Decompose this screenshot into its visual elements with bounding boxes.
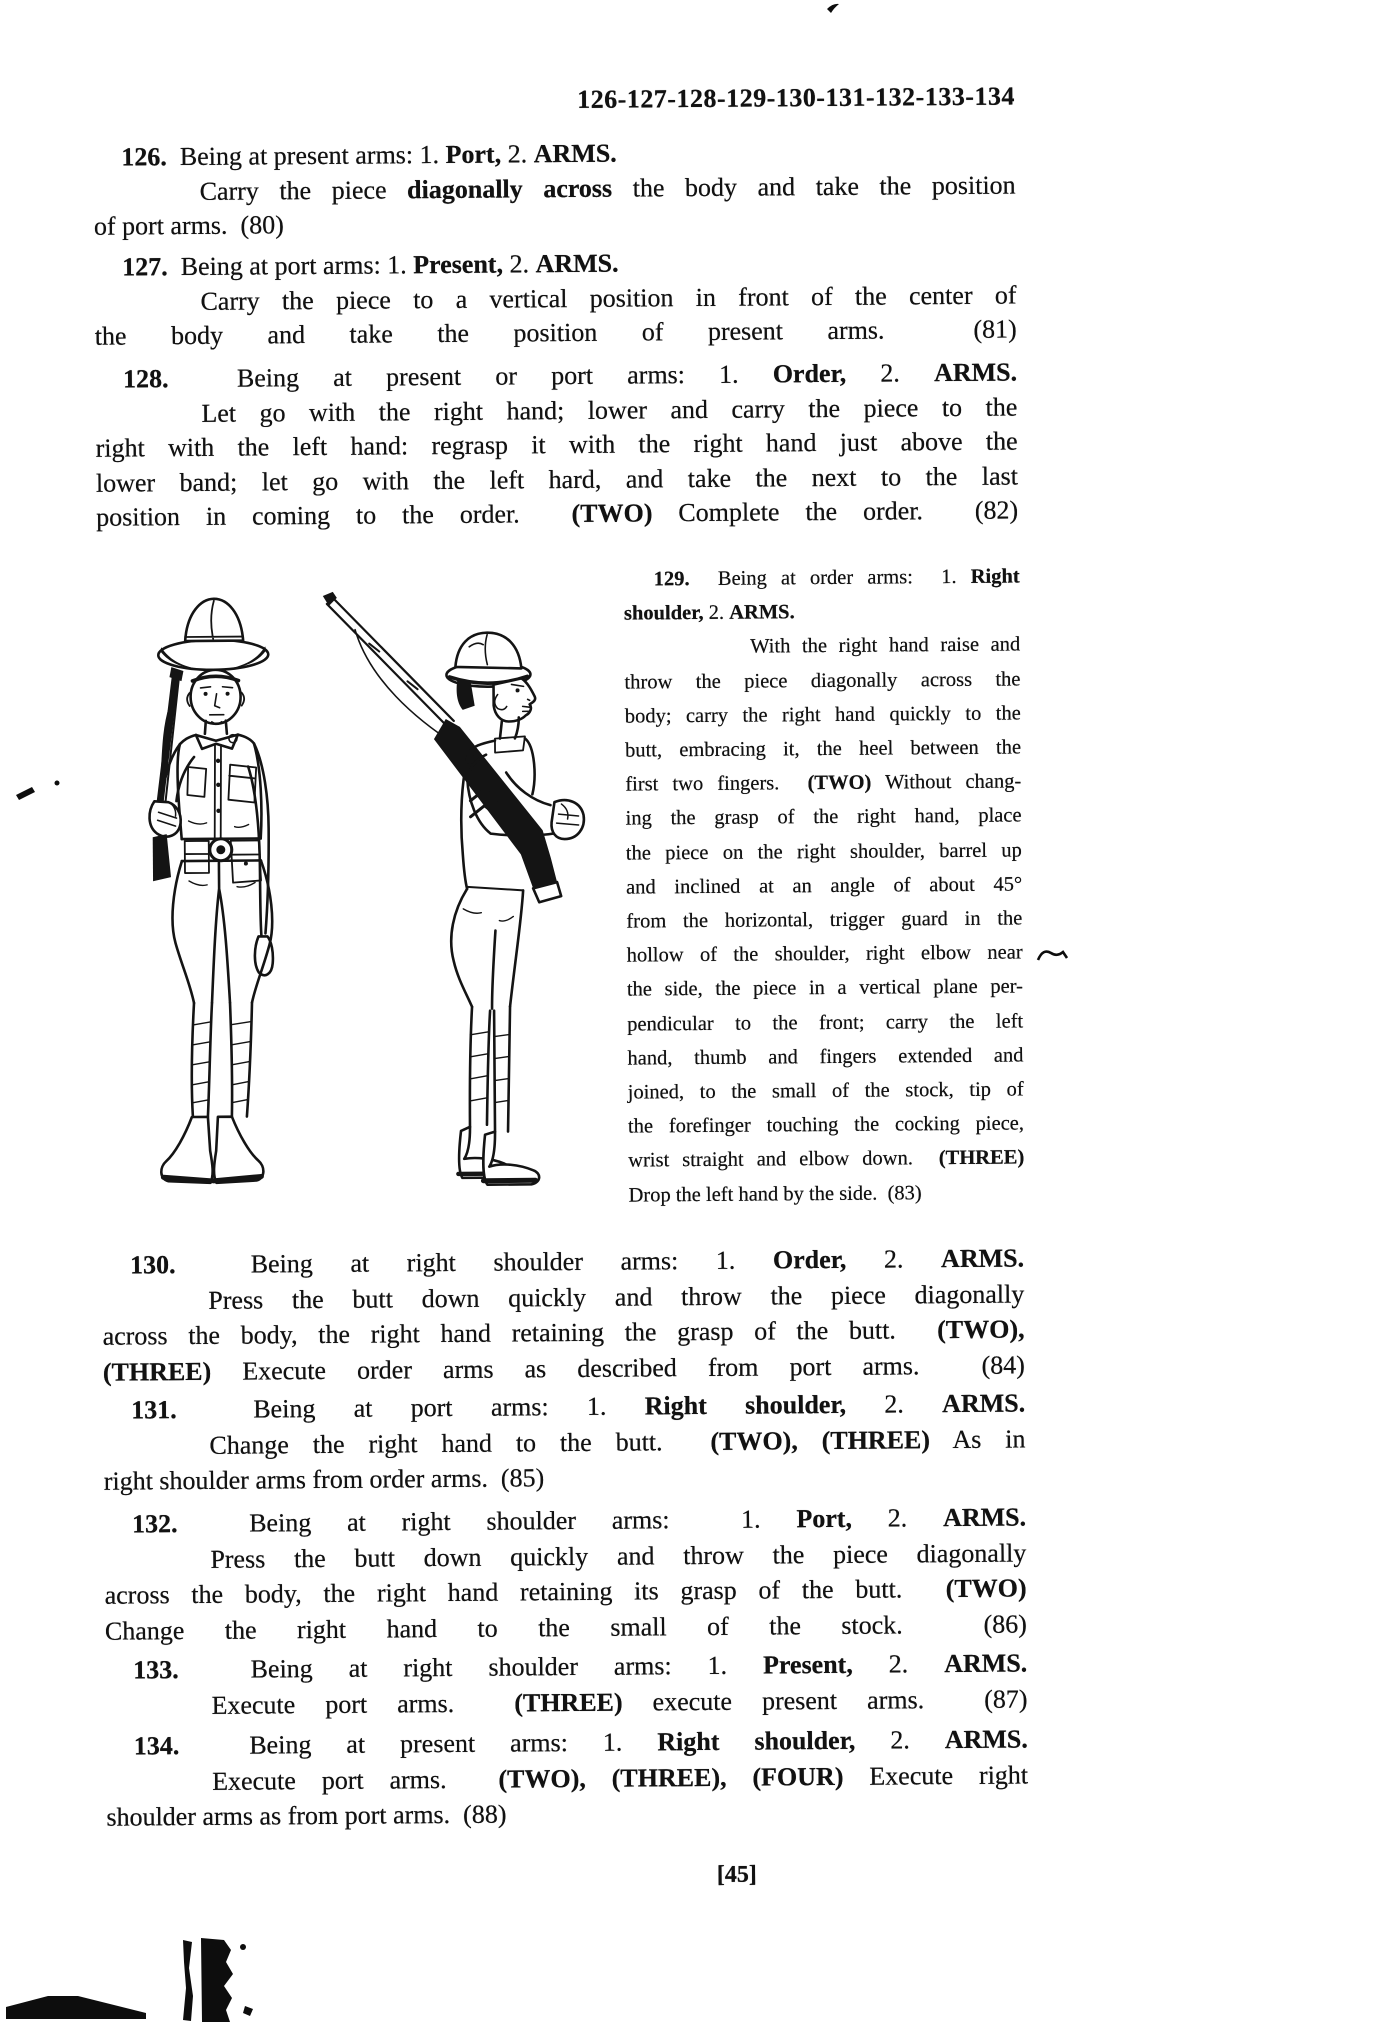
text-line: hollow of the shoulder, right elbow near	[626, 941, 1023, 967]
para-128-headline: 128. Being at present or port arms: 1. Order, 2. ARMS.	[122, 357, 1018, 394]
text-line: wrist straight and elbow down. (THREE)	[628, 1146, 1025, 1173]
text-line: shoulder arms as from port arms. (88)	[106, 1799, 507, 1832]
para-132-headline: 132. Being at right shoulder arms: 1. Port, 2. ARMS.	[131, 1502, 1027, 1539]
text-line: Execute port arms. (TWO), (THREE), (FOUR) Execute right	[212, 1759, 1029, 1796]
text-line: right shoulder arms from order arms. (85)	[103, 1463, 545, 1496]
text-line: Press the butt down quickly and throw the piece diagonally	[208, 1278, 1025, 1315]
text-line: Carry the piece diagonally across the body and take the position	[199, 169, 1016, 206]
text-line: butt, embracing it, the heel between the	[624, 736, 1022, 762]
para-130-headline: 130. Being at right shoulder arms: 1. Order, 2. ARMS.	[129, 1243, 1025, 1280]
text-line: (THREE) Execute order arms as described from port arms. (84)	[102, 1349, 1025, 1387]
ink-bar-1	[183, 1940, 193, 2021]
page-number: [45]	[716, 1861, 757, 1888]
text-line: throw the piece diagonally across the	[624, 668, 1021, 694]
para-number: 133.	[133, 1655, 179, 1685]
para-number: 134.	[133, 1731, 180, 1761]
text-line: the forefinger touching the cocking piece,	[627, 1112, 1025, 1138]
text-line: the body and take the position of present arms. (81)	[94, 314, 1017, 351]
para-number: 129.	[653, 568, 690, 591]
text-line: joined, to the small of the stock, tip of	[627, 1078, 1024, 1104]
para-133-headline: 133. Being at right shoulder arms: 1. Present, 2. ARMS.	[133, 1648, 1028, 1685]
para-127-headline: 127. Being at port arms: 1. Present, 2. ARMS.	[122, 248, 619, 282]
text-line: body; carry the right hand quickly to the	[624, 702, 1021, 728]
stray-mark-left	[16, 787, 35, 800]
text-line: lower band; let go with the left hard, and take the next to the last	[95, 460, 1019, 498]
text-line: right with the left hand: regrasp it with the right hand just above the	[95, 426, 1018, 463]
text-line: shoulder, 2. ARMS.	[623, 601, 795, 625]
para-131-headline: 131. Being at port arms: 1. Right shoulder, 2. ARMS.	[131, 1388, 1026, 1425]
para-number: 128.	[122, 364, 169, 394]
ink-speck	[243, 2006, 253, 2016]
stray-mark-top-right	[827, 4, 839, 13]
para-number: 132.	[131, 1509, 178, 1539]
ink-wedge-bottom-left	[6, 1996, 146, 2019]
ink-speck	[240, 1944, 246, 1950]
text-line: Change the right hand to the small of the stock. (86)	[104, 1608, 1028, 1646]
text-line: pendicular to the front; carry the left	[627, 1010, 1024, 1036]
text-line: Execute port arms. (THREE) execute present arms. (87)	[211, 1683, 1028, 1720]
text-line: the piece on the right shoulder, barrel up	[625, 839, 1022, 865]
stray-squiggle-right	[1038, 952, 1067, 960]
text-line: across the body, the right hand retaining its grasp of the butt. (TWO)	[104, 1573, 1027, 1610]
text-line: ing the grasp of the right hand, place	[625, 804, 1022, 831]
para-number: 131.	[131, 1395, 177, 1425]
text-line: position in coming to the order. (TWO) Complete the order. (82)	[96, 495, 1019, 532]
para-129-headline: 129. Being at order arms: 1. Right	[653, 565, 1020, 591]
ink-bar-2	[201, 1938, 233, 2022]
para-number: 126.	[121, 142, 167, 172]
text-line: Change the right hand to the butt. (TWO), (THREE) As in	[209, 1423, 1026, 1460]
text-line: With the right hand raise and	[750, 633, 1021, 659]
text-line: Carry the piece to a vertical position in front of the center of	[200, 279, 1017, 316]
text-line: and inclined at an angle of about 45°	[626, 873, 1023, 899]
para-126-headline: 126. Being at present arms: 1. Port, 2. ARMS.	[121, 138, 617, 172]
text-line: of port arms. (80)	[93, 210, 284, 241]
text-line: first two fingers. (TWO) Without chang-	[625, 770, 1022, 796]
page-header-paragraph-numbers: 126-127-128-129-130-131-132-133-134	[577, 81, 1016, 114]
para-number: 127.	[122, 252, 168, 282]
text-line: Drop the left hand by the side. (83)	[628, 1181, 922, 1207]
text-line: across the body, the right hand retaining the grasp of the butt. (TWO),	[102, 1314, 1025, 1351]
text-line: Press the butt down quickly and throw the piece diagonally	[210, 1537, 1027, 1574]
para-134-headline: 134. Being at present arms: 1. Right shoulder, 2. ARMS.	[133, 1724, 1028, 1761]
para-number: 130.	[129, 1250, 176, 1280]
text-line: hand, thumb and fingers extended and	[627, 1044, 1024, 1070]
text-line: Let go with the right hand; lower and carry the piece to the	[201, 391, 1018, 428]
stray-dot-left	[55, 781, 60, 786]
text-line: the side, the piece in a vertical plane per-	[626, 975, 1023, 1002]
text-line: from the horizontal, trigger guard in the	[626, 907, 1023, 933]
